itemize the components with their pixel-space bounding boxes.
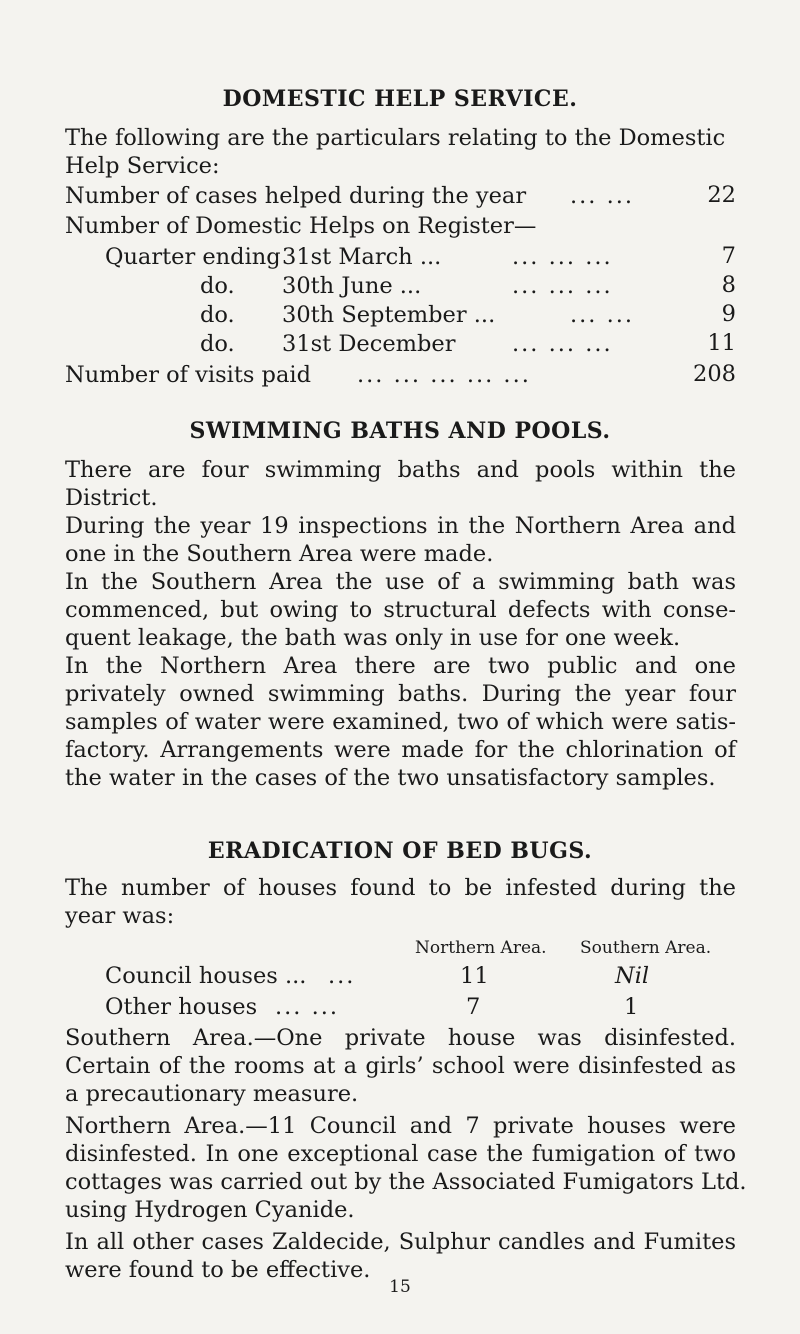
text-line: District. [65,485,158,511]
text-line: Certain of the rooms at a girls’ school were disinfested as [65,1053,736,1079]
quarter-date: 30th June ... [282,273,422,299]
row-southern-value: Nil [615,963,650,989]
quarter-value: 8 [721,272,736,298]
quarter-date: 31st March ... [282,244,442,270]
quarter-date: 30th September ... [282,302,496,328]
text-line: Southern Area.—One private house was disinfested. [65,1025,736,1051]
text-line: During the year 19 inspections in the Northern Area and [65,513,736,539]
cases-helped-value: 22 [707,182,736,208]
quarter-leader: ... ... ... [512,273,613,299]
bed-bugs-intro [65,874,736,930]
visits-paid-leader: ... ... ... ... ... [357,362,531,388]
row-leader: ... [328,963,356,989]
text-line: In all other cases Zaldecide, Sulphur candles and Fumites [65,1229,736,1255]
text-line: year was: [65,903,175,929]
text-line: quent leakage, the bath was only in use for one week. [65,625,681,651]
text-line: In the Northern Area there are two public and one [65,653,736,679]
text-line: There are four swimming baths and pools within the [65,457,736,483]
quarter-prefix: do. [200,331,235,357]
quarter-leader: ... ... [570,302,635,328]
text-line: Northern Area.—11 Council and 7 private houses were [65,1113,736,1139]
row-northern-value: 11 [460,963,489,989]
visits-paid-value: 208 [693,361,736,387]
text-line: disinfested. In one exceptional case the fumigation of two [65,1141,736,1167]
column-header-southern: Southern Area. [580,938,712,958]
row-northern-value: 7 [466,994,481,1020]
column-header-northern: Northern Area. [415,938,547,958]
row-label: Council houses ... [105,963,307,989]
quarter-value: 9 [721,301,736,327]
swimming-paragraphs [65,456,736,792]
text-line: factory. Arrangements were made for the chlorination of [65,737,736,763]
register-label: Number of Domestic Helps on Register— [65,213,537,239]
domestic-help-heading: DOMESTIC HELP SERVICE. [222,86,578,112]
domestic-intro-line-2: Help Service: [65,153,220,179]
text-line: one in the Southern Area were made. [65,541,494,567]
text-line: samples of water were examined, two of which were satis- [65,709,736,735]
text-line: the water in the cases of the two unsatisfactory samples. [65,765,716,791]
text-line: commenced, but owing to structural defects with conse- [65,597,736,623]
domestic-intro-line-1: The following are the particulars relating to the Domestic [65,125,726,151]
text-line: The number of houses found to be infested during the [65,875,736,901]
quarter-prefix: do. [200,302,235,328]
bed-bugs-heading: ERADICATION OF BED BUGS. [207,838,593,864]
quarter-leader: ... ... ... [512,244,613,270]
quarter-value: 11 [707,330,736,356]
text-line: cottages was carried out by the Associated Fumigators Ltd. [65,1169,747,1195]
bed-bugs-paragraphs [65,1024,747,1284]
text-line: using Hydrogen Cyanide. [65,1197,355,1223]
row-southern-value: 1 [624,994,639,1020]
text-line: were found to be effective. [65,1257,371,1283]
quarter-value: 7 [721,243,736,269]
text-line: In the Southern Area the use of a swimming bath was [65,569,736,595]
visits-paid-label: Number of visits paid [65,362,311,388]
quarter-prefix: Quarter ending [105,244,281,270]
cases-helped-leader: ... ... [570,183,635,209]
quarter-date: 31st December [282,331,456,357]
text-line: privately owned swimming baths. During the year four [65,681,736,707]
cases-helped-label: Number of cases helped during the year [65,183,527,209]
quarter-leader: ... ... ... [512,331,613,357]
row-label: Other houses [105,994,258,1020]
page-number: 15 [389,1277,411,1297]
text-line: a precautionary measure. [65,1081,359,1107]
quarter-prefix: do. [200,273,235,299]
swimming-heading: SWIMMING BATHS AND POOLS. [189,418,611,444]
row-leader: ... ... [275,994,340,1020]
